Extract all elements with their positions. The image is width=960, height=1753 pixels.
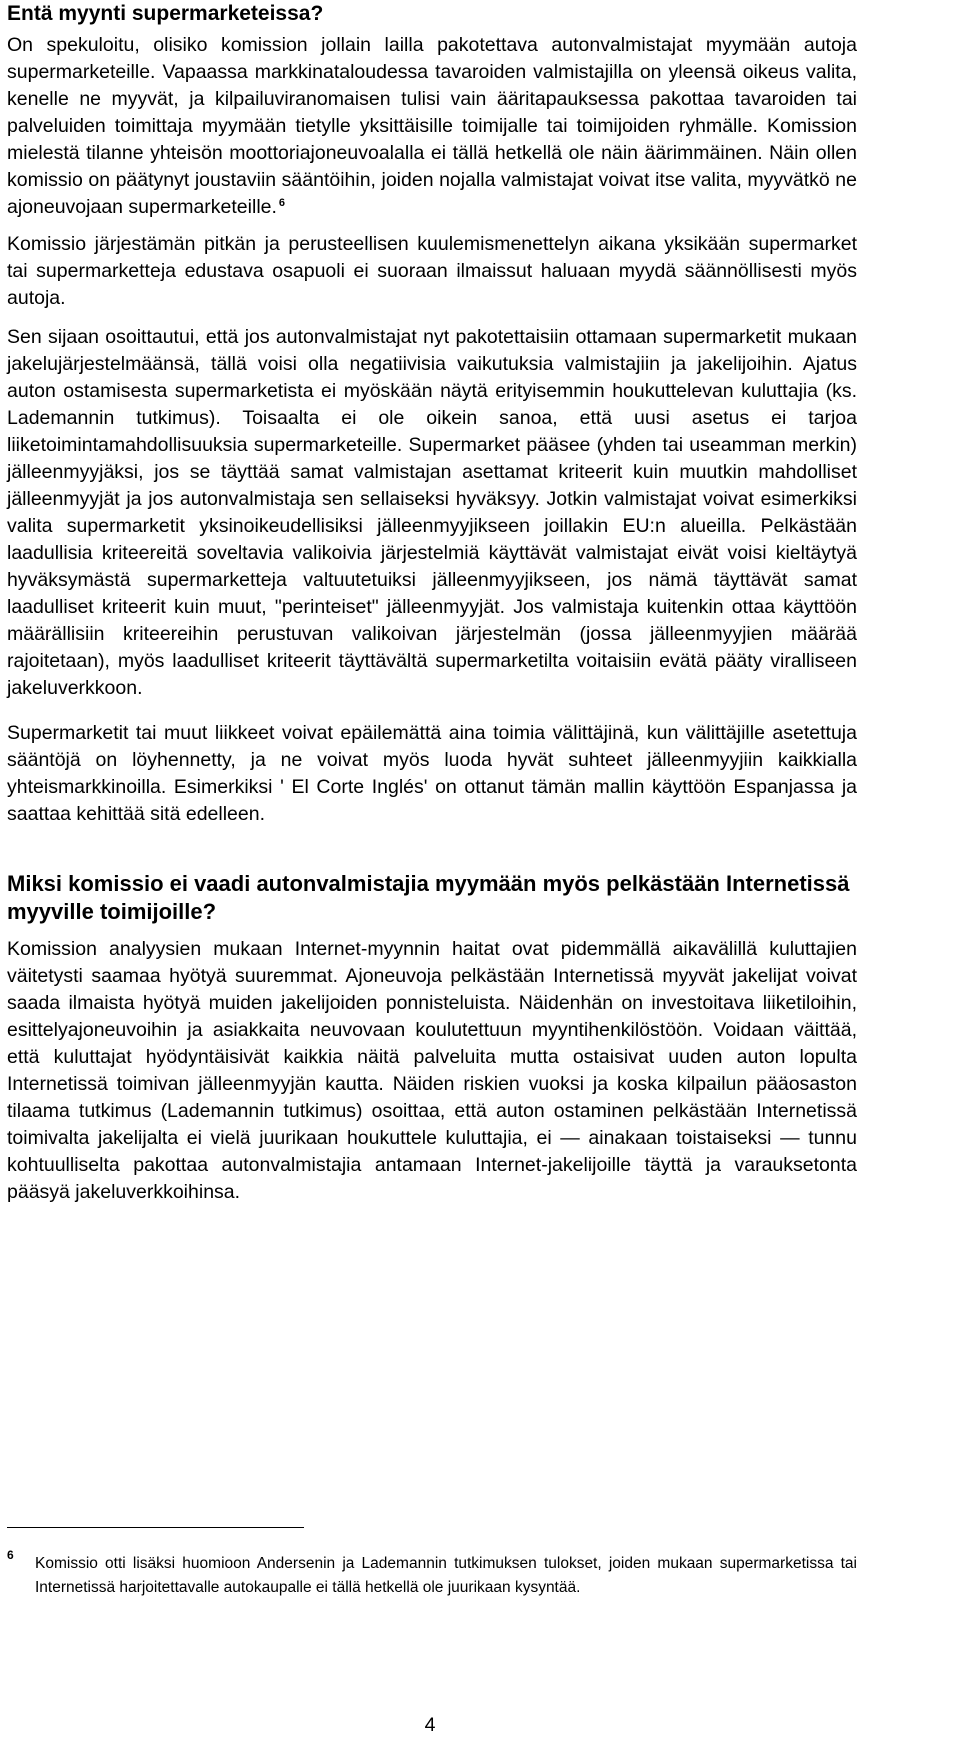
document-page bbox=[7, 0, 857, 1224]
section-heading: Entä myynti supermarketeissa? bbox=[7, 2, 324, 25]
paragraph: Komissio järjestämän pitkän ja perusteellisen kuulemismenettelyn aikana yksikään supermarket tai supermarketteja edustava osapuoli ei suoraan ilmaissut haluaan myydä säännöllisesti myös autoja. bbox=[7, 233, 857, 309]
footnote-divider bbox=[7, 1527, 304, 1528]
footnote-reference[interactable]: 6 bbox=[278, 197, 286, 209]
paragraph bbox=[7, 32, 857, 221]
footnote bbox=[7, 1543, 857, 1600]
footnote-number: 6 bbox=[7, 1548, 14, 1562]
paragraph: Supermarketit tai muut liikkeet voivat epäilemättä aina toimia välittäjinä, kun välittäjille asetettuja sääntöjä on löyhennetty, ja ne voivat myös luoda hyvät suhteet jälleenmyyjiin kaikkialla yhteismarkkinoilla. Esimerkiksi ' El Corte Inglés' on ottanut tämän mallin käyttöön Espanjassa ja saattaa kehittää sitä edelleen. bbox=[7, 722, 857, 825]
footnote-text: Komissio otti lisäksi huomioon Andersenin ja Lademannin tutkimuksen tulokset, joiden mukaan supermarketissa tai Internetissä harjoitettavalle autokaupalle ei tällä hetkellä ole juurikaan kysyntää. bbox=[35, 1555, 857, 1596]
paragraph: Komission analyysien mukaan Internet-myynnin haitat ovat pidemmällä aikavälillä kuluttajien väitetysti saamaa hyötyä suuremmat. Ajoneuvoja pelkästään Internetissä myyvät jakelijat voivat saada ilmaista hyötyä muiden jakelijoiden ponnisteluista. Näidenhän on investoitava liiketiloihin, esittelyajoneuvoihin ja asiakkaita neuvovaan koulutettuun myyntihenkilöstöön. Voidaan väittää, että kuluttajat hyödyntäisivät kaikkia näitä palveluita mutta ostaisivat uuden auton lopulta Internetissä toimivan jälleenmyyjän kautta. Näiden riskien vuoksi ja koska kilpailun pääosaston tilaama tutkimus (Lademannin tutkimus) osoittaa, että auton ostaminen pelkästään Internetissä toimivalta jakelijalta ei vielä juurikaan houkuttele kuluttajia, ei — ainakaan toistaiseksi — tunnu kohtuulliselta pakottaa autonvalmistajia antamaan Internet-jakelijoille täyttä ja varauksetonta pääsyä jakeluverkkoihinsa. bbox=[7, 938, 857, 1203]
section-heading: Miksi komissio ei vaadi autonvalmistajia myymään myös pelkästään Internetissä myyville toimijoille? bbox=[7, 871, 850, 924]
page-number: 4 bbox=[424, 1714, 436, 1736]
paragraph-text: On spekuloitu, olisiko komission jollain lailla pakotettava autonvalmistajat myymään autoja supermarketeille. Vapaassa markkinataloudessa tavaroiden valmistajilla on yleensä oikeus valita, kenelle ne myyvät, ja kilpailuviranomaisen tulisi vain ääritapauksessa pakottaa tavaroiden tai palveluiden toimittaja myymään tietylle yksittäisille toimijalle tai toimijoiden ryhmälle. Komission mielestä tilanne yhteisön moottoriajoneuvoalalla ei tällä hetkellä ole näin äärimmäinen. Näin ollen komissio on päätynyt joustaviin sääntöihin, joiden nojalla valmistajat voivat itse valita, myyvätkö ne ajoneuvojaan supermarketeille. bbox=[7, 34, 857, 218]
paragraph: Sen sijaan osoittautui, että jos autonvalmistajat nyt pakotettaisiin ottamaan supermarketit mukaan jakelujärjestelmäänsä, tällä voisi olla negatiivisia vaikutuksia valmistajiin ja jakelijoihin. Ajatus auton ostamisesta supermarketista ei myöskään näytä erityisemmin houkuttelevan kuluttajia (ks. Lademannin tutkimus). Toisaalta ei ole oikein sanoa, että uusi asetus ei tarjoa liiketoimintamahdollisuuksia supermarketeille. Supermarket pääsee (yhden tai useamman merkin) jälleenmyyjäksi, jos se täyttää samat valmistajan asettamat kriteerit kuin muutkin mahdolliset jälleenmyyjät ja jos autonvalmistaja sen sellaiseksi hyväksyy. Jotkin valmistajat voivat esimerkiksi valita supermarketit yksinoikeudellisiksi jälleenmyyjikseen joillakin EU:n alueilla. Pelkästään laadullisia kriteereitä soveltavia valikoivia järjestelmiä käyttävät valmistajat eivät voisi kieltäytyä hyväksymästä supermarketteja valtuutetuiksi jälleenmyyjikseen, jos nämä täyttävät samat laadulliset kriteerit kuin muut, "perinteiset" jälleenmyyjät. Jos valmistaja kuitenkin ottaa käyttöön määrällisiin kriteereihin perustuvan valikoivan järjestelmän (jossa jälleenmyyjien määrää rajoitetaan), myös laadulliset kriteerit täyttävältä supermarketilta voitaisiin evätä pääty viralliseen jakeluverkkoon. bbox=[7, 326, 857, 699]
